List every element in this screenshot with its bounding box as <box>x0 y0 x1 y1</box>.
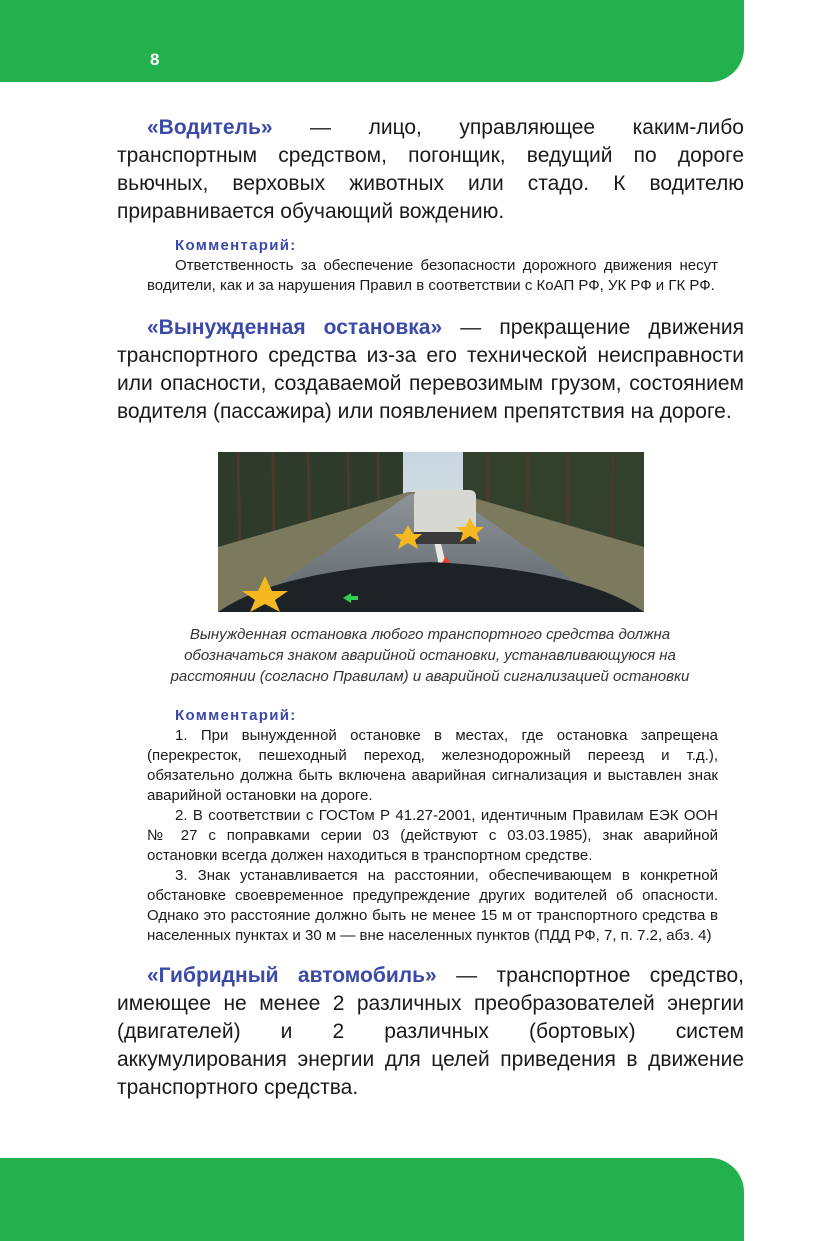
page-content-lower <box>117 706 744 1102</box>
comment-forced-stop <box>147 706 718 946</box>
comment-driver <box>147 236 718 296</box>
term-forced-stop: «Вынужденная остановка» <box>147 316 443 339</box>
term-driver: «Водитель» <box>147 116 273 139</box>
definition-hybrid-text: — транспортное средство, имеющее не менее 2 различных преобразователей энергии (двигателей) и 2 различных (бортовых) систем аккумулирования энергии для целей приведения в движение транспортного средства. <box>117 964 745 1099</box>
comment-title: Комментарий: <box>175 707 297 724</box>
comment-item: 2. В соответствии с ГОСТом Р 41.27-2001, идентичным Правилам ЕЭК ООН № 27 с поправками серии 03 (действуют с 03.03.1985), знак аварийной остановки всегда должен находиться в транспортном средстве. <box>147 807 718 864</box>
comment-item: 3. Знак устанавливается на расстоянии, обеспечивающем в конкретной обстановке своевременное предупреждение других водителей об опасности. Однако это расстояние должно быть не менее 15 м от транспортного средства в населенных пунктах и 30 м — вне населенных пунктов (ПДД РФ, 7, п. 7.2, абз. 4) <box>147 867 718 944</box>
footer-band <box>0 1158 744 1241</box>
road-illustration <box>218 452 644 612</box>
comment-text: Ответственность за обеспечение безопасности дорожного движения несут водители, как и за нарушения Правил в соответствии с КоАП РФ, УК РФ и ГК РФ. <box>147 257 718 294</box>
term-hybrid: «Гибридный автомобиль» <box>147 964 437 987</box>
comment-item: 1. При вынужденной остановке в местах, где остановка запрещена (перекресток, пешеходный переход, железнодорожный переезд и т.д.), обязательно должна быть включена аварийная сигнализация и выставлен знак аварийной остановки на дороге. <box>147 727 718 804</box>
definition-driver-text: — лицо, управляющее каким-либо транспортным средством, погонщик, ведущий по дороге вьючных, верховых животных или стадо. К водителю приравнивается обучающий вождению. <box>117 116 744 223</box>
definition-driver <box>117 114 744 226</box>
definition-forced-stop-text: — прекращение движения транспортного средства из-за его технической неисправности или опасности, создаваемой перевозимым грузом, состоянием водителя (пассажира) или появлением препятствия на дороге. <box>117 316 744 423</box>
figure-caption: Вынужденная остановка любого транспортного средства должна обозначаться знаком аварийной остановки, устанавливающуюся на расстоянии (согласно Правилам) и аварийной сигнализацией остановки <box>170 626 690 685</box>
page-content <box>117 114 744 426</box>
definition-hybrid <box>117 962 744 1102</box>
road-photo <box>218 452 644 612</box>
header-band <box>0 0 744 82</box>
page-number: 8 <box>150 50 160 69</box>
definition-forced-stop <box>117 314 744 426</box>
comment-title: Комментарий: <box>175 237 297 254</box>
